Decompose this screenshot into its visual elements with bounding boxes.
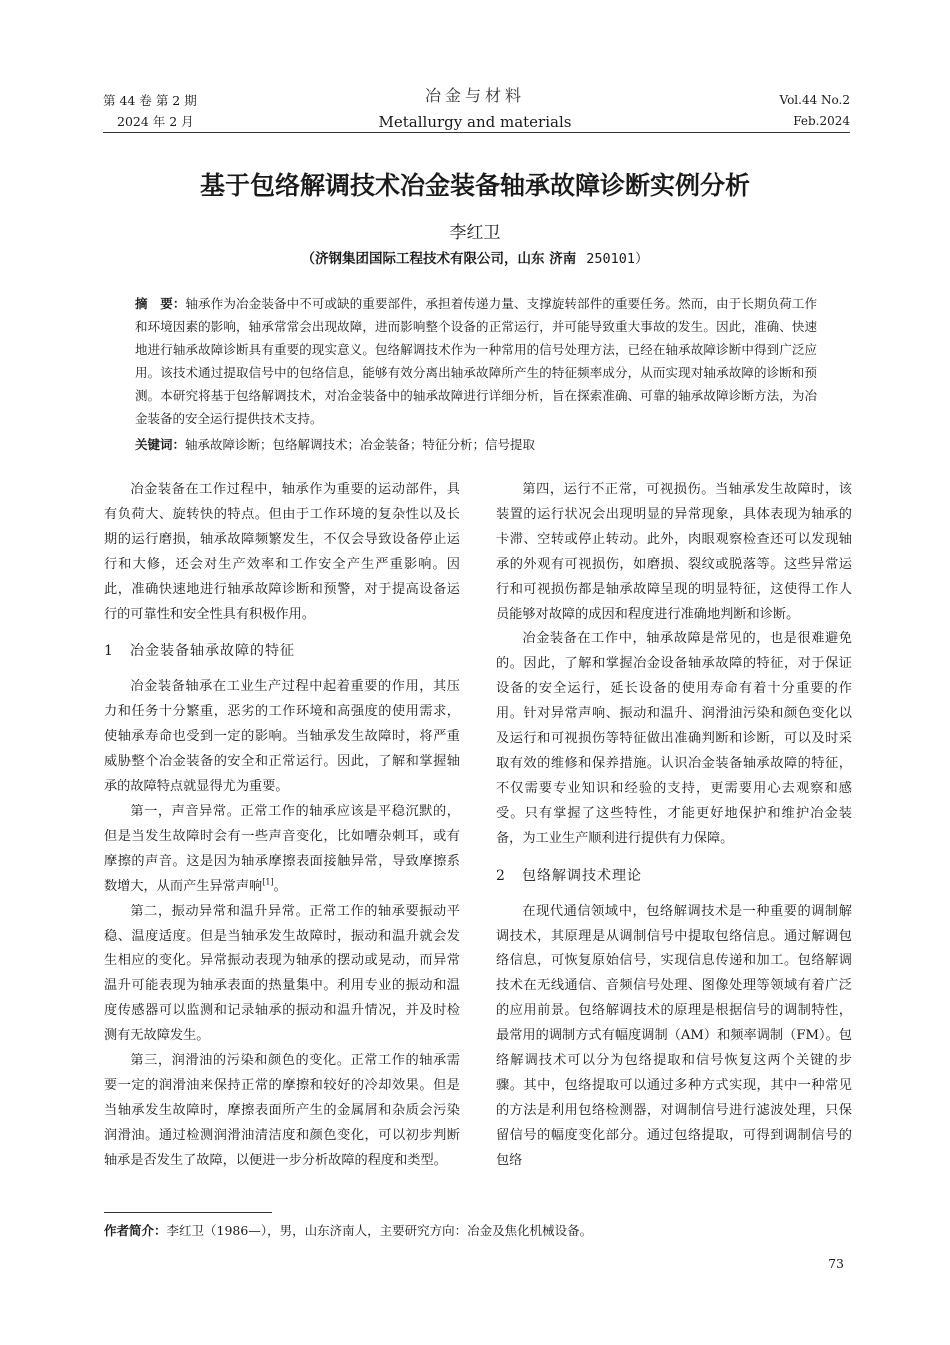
citation-ref[interactable]: [1] bbox=[262, 877, 274, 887]
abstract-text: 轴承作为冶金装备中不可或缺的重要部件，承担着传递力量、支撑旋转部件的重要任务。然而，由于长期负荷工作和环境因素的影响，轴承常常会出现故障，进而影响整个设备的正常运行，并可能导致重大事故的发生。因此，准确、快速地进行轴承故障诊断具有重要的现实意义。包络解调技术作为一种常用的信号处理方法，已经在轴承故障诊断中得到广泛应用。该技术通过提取信号中的包络信息，能够有效分离出轴承故障所产生的特征频率成分，从而实现对轴承故障的诊断和预测。本研究将基于包络解调技术，对冶金装备中的轴承故障进行详细分析，旨在探索准确、可靠的轴承故障诊断方法，为冶金装备的安全运行提供技术支持。 bbox=[135, 296, 817, 426]
section-1-paragraph-1: 冶金装备轴承在工业生产过程中起着重要的作用，其压力和任务十分繁重，恶劣的工作环境和高强度的使用需求，使轴承寿命也受到一定的影响。当轴承发生故障时，将严重威胁整个冶金装备的安全和正常运行。因此，了解和掌握轴承的故障特点就显得尤为重要。 bbox=[104, 679, 460, 795]
header-divider bbox=[103, 132, 850, 133]
body-column-right bbox=[496, 478, 852, 1174]
header-volume-en: Vol.44 No.2 bbox=[779, 93, 850, 107]
section-1-heading bbox=[104, 639, 460, 663]
section-2-number: 2 bbox=[496, 867, 506, 884]
section-2-title: 包络解调技术理论 bbox=[522, 867, 642, 884]
paragraph-text: 第一，声音异常。正常工作的轴承应该是平稳沉默的，但是当发生故障时会有一些声音变化，比如嘈杂刺耳，或有摩擦的声音。这是因为轴承摩擦表面接触异常，导致摩擦系数增大，从而产生异常声响 bbox=[104, 803, 460, 894]
author-footnote bbox=[104, 1221, 592, 1239]
section-1-number: 1 bbox=[104, 643, 114, 660]
section-1-title: 冶金装备轴承故障的特征 bbox=[130, 643, 295, 660]
section-1-paragraph-5: 第四，运行不正常，可视损伤。当轴承发生故障时，该装置的运行状况会出现明显的异常现象，具体表现为轴承的卡滞、空转或停止转动。此外，肉眼观察检查还可以发现轴承的外观有可视损伤，如磨损、裂纹或脱落等。这些异常运行和可视损伤都是轴承故障呈现的明显特征，这使得工作人员能够对故障的成因和程度进行准确地判断和诊断。 bbox=[496, 482, 852, 622]
paragraph-end: 。 bbox=[273, 878, 287, 894]
section-1-paragraph-4: 第三，润滑油的污染和颜色的变化。正常工作的轴承需要一定的润滑油来保持正常的摩擦和较好的冷却效果。但是当轴承发生故障时，摩擦表面所产生的金属屑和杂质会污染润滑油。通过检测润滑油清洁度和颜色变化，可以初步判断轴承是否发生了故障，以便进一步分析故障的程度和类型。 bbox=[104, 1053, 460, 1168]
journal-name-en: Metallurgy and materials bbox=[378, 113, 572, 131]
footnote-label: 作者简介： bbox=[104, 1223, 167, 1238]
body-column-left bbox=[104, 478, 460, 1174]
page-number: 73 bbox=[828, 1256, 844, 1271]
affiliation-name: （济钢集团国际工程技术有限公司，山东 济南 bbox=[301, 251, 577, 267]
keywords-label: 关键词： bbox=[135, 437, 186, 452]
affiliation-postcode: 250101） bbox=[586, 251, 649, 267]
section-1-paragraph-2 bbox=[104, 800, 460, 900]
header-date-cn: 2024 年 2 月 bbox=[117, 114, 194, 129]
footnote-divider bbox=[104, 1212, 272, 1213]
section-2-heading bbox=[496, 864, 852, 888]
article-author: 李红卫 bbox=[449, 223, 501, 243]
header-volume-en-block bbox=[780, 90, 851, 132]
journal-name-cn: 冶金与材料 bbox=[424, 86, 525, 105]
abstract bbox=[135, 292, 817, 430]
footnote-text: 李红卫（1986—），男，山东济南人，主要研究方向：冶金及焦化机械设备。 bbox=[166, 1223, 593, 1238]
header-date-en: Feb.2024 bbox=[793, 114, 850, 128]
article-title: 基于包络解调技术冶金装备轴承故障诊断实例分析 bbox=[199, 171, 750, 200]
intro-paragraph: 冶金装备在工作过程中，轴承作为重要的运动部件，具有负荷大、旋转快的特点。但由于工作环境的复杂性以及长期的运行磨损，轴承故障频繁发生，不仅会导致设备停止运行和大修，还会对生产效率和工作安全产生严重影响。因此，准确快速地进行轴承故障诊断和预警，对于提高设备运行的可靠性和安全性具有积极作用。 bbox=[104, 482, 460, 622]
keywords-text: 轴承故障诊断；包络解调技术；冶金装备；特征分析；信号提取 bbox=[185, 437, 536, 452]
keywords bbox=[135, 433, 817, 456]
article-affiliation bbox=[0, 247, 950, 267]
section-2-paragraph-1: 在现代通信领域中，包络解调技术是一种重要的调制解调技术，其原理是从调制信号中提取包络信息。通过解调包络信息，可恢复原始信号，实现信息传递和加工。包络解调技术在无线通信、音频信号处理、图像处理等领域有着广泛的应用前景。包络解调技术的原理是根据信号的调制特性，最常用的调制方式有幅度调制（AM）和频率调制（FM）。包络解调技术可以分为包络提取和信号恢复这两个关键的步骤。其中，包络提取可以通过多种方式实现，其中一种常见的方法是利用包络检测器，对调制信号进行滤波处理，只保留信号的幅度变化部分。通过包络提取，可得到调制信号的包络 bbox=[496, 903, 852, 1168]
section-1-paragraph-6: 冶金装备在工作中，轴承故障是常见的，也是很难避免的。因此，了解和掌握冶金设备轴承故障的特征，对于保证设备的安全运行，延长设备的使用寿命有着十分重要的作用。针对异常声响、振动和温升、润滑油污染和颜色变化以及运行和可视损伤等特征做出准确判断和诊断，可以及时采取有效的维修和保养措施。认识冶金装备轴承故障的特征，不仅需要专业知识和经验的支持，更需要用心去观察和感受。只有掌握了这些特性，才能更好地保护和维护冶金装备，为工业生产顺利进行提供有力保障。 bbox=[496, 631, 852, 846]
header-volume-cn: 第 44 卷 第 2 期 bbox=[103, 93, 197, 108]
section-1-paragraph-3: 第二，振动异常和温升异常。正常工作的轴承要振动平稳、温度适度。但是当轴承发生故障时，振动和温升就会发生相应的变化。异常振动表现为轴承的摆动或晃动，而异常温升可能表现为轴承表面的热量集中。利用专业的振动和温度传感器可以监测和记录轴承的振动和温升情况，并及时检测有无故障发生。 bbox=[104, 903, 460, 1044]
abstract-label: 摘 要： bbox=[135, 296, 186, 311]
